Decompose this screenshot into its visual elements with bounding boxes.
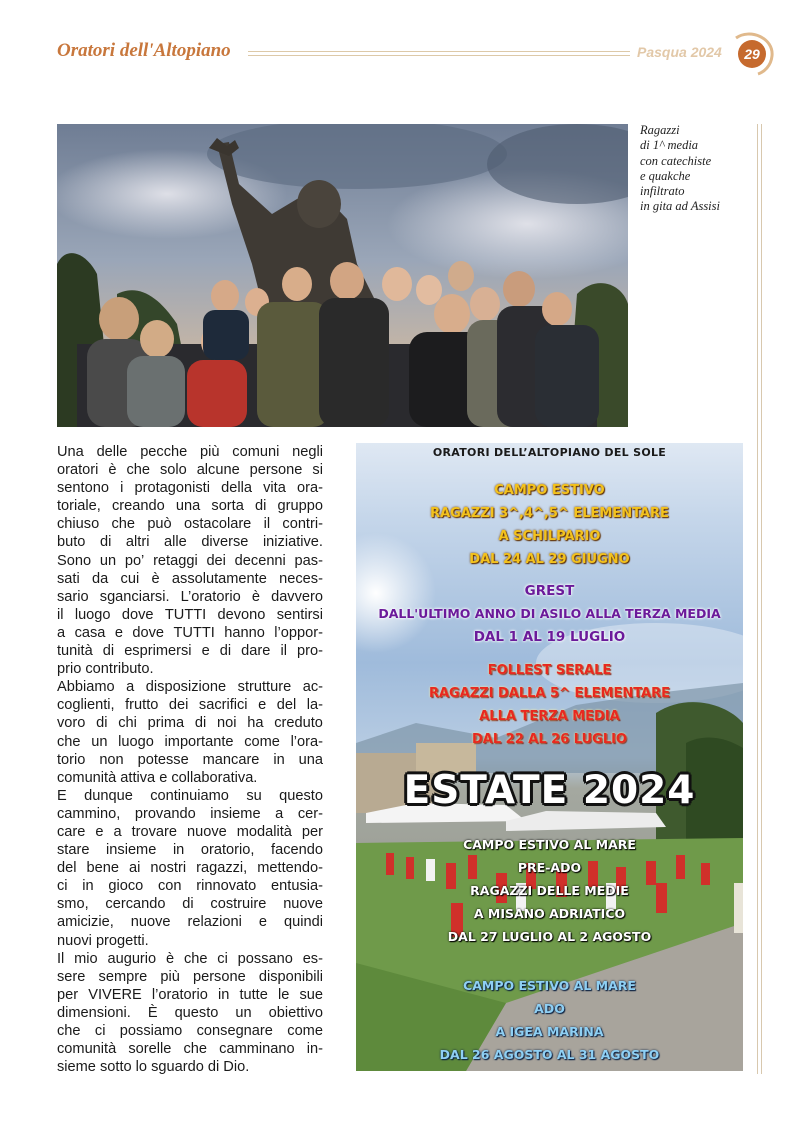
article-line: chiuso che può ostacolare il contri- <box>57 516 323 533</box>
caption-line: in gita ad Assisi <box>640 199 720 214</box>
article-line: prio contributo. <box>57 661 154 678</box>
article-line: ci in gioco con rinnovato entusia- <box>57 878 323 895</box>
camp2-group: PRE-ADO <box>517 860 582 875</box>
grest-audience: DALL'ULTIMO ANNO DI ASILO ALLA TERZA MEDIA <box>378 606 721 621</box>
camp1-audience: RAGAZZI 3^,4^,5^ ELEMENTARE <box>430 506 669 521</box>
caption-line: Ragazzi <box>640 123 680 137</box>
article-line: smo, cercando di costruire nuove <box>57 896 323 913</box>
group-photo <box>57 124 628 427</box>
article-line: comunità sorelle che camminano in- <box>57 1041 323 1058</box>
article-line: torio non potesse mancare in una <box>57 751 323 768</box>
grest-title: GREST <box>524 583 575 599</box>
header-rule-top <box>248 51 630 52</box>
article-line: a casa e dove TUTTI hanno l’oppor- <box>57 624 323 641</box>
article-body <box>57 443 323 1076</box>
header-rule-bottom <box>248 55 630 56</box>
follest-audience: RAGAZZI DALLA 5^ ELEMENTARE <box>428 686 671 701</box>
camp2-audience: RAGAZZI DELLE MEDIE <box>470 883 629 898</box>
article-line: sentono i protagonisti della vita ora- <box>57 480 323 497</box>
article-line: oratori è che solo alcune persone si <box>57 462 323 479</box>
summer-2024-poster <box>356 443 743 1071</box>
issue-label: Pasqua 2024 <box>637 44 722 60</box>
poster-organizer: ORATORI DELL’ALTOPIANO DEL SOLE <box>432 446 667 459</box>
caption-line: con catechiste <box>640 153 712 168</box>
caption-line: infiltrato <box>640 184 685 199</box>
article-line: sati da cui è assolutamente neces- <box>57 570 323 587</box>
article-line: che ci possiamo consegnare come <box>57 1023 323 1039</box>
article-line: del bene ai nostri ragazzi, mettendo- <box>57 860 323 877</box>
article-line: comunità attiva e collaborativa. <box>57 769 258 786</box>
camp2-place: A MISANO ADRIATICO <box>473 906 626 921</box>
poster-headline: ESTATE 2024 <box>403 768 696 813</box>
article-line: cammino, provando insieme a cer- <box>57 805 323 822</box>
article-line: voro di chi prima di noi ha creduto <box>57 715 323 732</box>
article-line: per VIVERE l’oratorio in tutte le sue <box>57 986 323 1003</box>
article-line: che un luogo importante come l’ora- <box>57 733 323 750</box>
side-rule-inner <box>761 124 762 1074</box>
article-line: il luogo dove TUTTI devono sentirsi <box>57 606 323 623</box>
caption-line: e quakche <box>640 168 691 183</box>
grest-dates: DAL 1 AL 19 LUGLIO <box>473 629 626 645</box>
publication-title: Oratori dell'Altopiano <box>57 40 231 61</box>
camp1-dates: DAL 24 AL 29 GIUGNO <box>469 552 630 567</box>
article-line: coglienti, frutto dei sacrifici e del la- <box>57 697 323 714</box>
caption-line: di 1^ media <box>640 138 699 153</box>
camp1-title: CAMPO ESTIVO <box>494 483 605 498</box>
photo-caption <box>640 123 750 215</box>
article-line: sieme sotto lo sguardo di Dio. <box>57 1059 250 1076</box>
follest-audience-2: ALLA TERZA MEDIA <box>479 709 620 724</box>
page-number-badge: 29 <box>738 40 766 68</box>
article-line: Sono un po’ retaggi dei decenni pas- <box>57 552 323 569</box>
article-line: sere sempre più persone disponibili <box>57 968 323 985</box>
article-line: Abbiamo a disposizione strutture ac- <box>57 679 323 696</box>
article-line: stare insieme in oratorio, facendo <box>57 842 323 859</box>
camp1-place: A SCHILPARIO <box>498 529 601 544</box>
camp3-title: CAMPO ESTIVO AL MARE <box>463 978 636 993</box>
camp3-place: A IGEA MARINA <box>495 1024 604 1039</box>
camp2-dates: DAL 27 LUGLIO AL 2 AGOSTO <box>447 929 652 944</box>
follest-dates: DAL 22 AL 26 LUGLIO <box>472 732 627 747</box>
article-line: amicizie, nuove relazioni e quindi <box>57 914 323 931</box>
camp2-title: CAMPO ESTIVO AL MARE <box>463 837 636 852</box>
article-line: toriale, creando una sorta di gruppo <box>57 498 323 515</box>
follest-title: FOLLEST SERALE <box>487 663 612 678</box>
article-line: tunità di esprimersi e di dare il pro- <box>57 643 323 660</box>
side-rule-outer <box>757 124 758 1074</box>
article-line: care e a trovare nuove modalità per <box>57 823 323 840</box>
article-line: sario sganciarsi. L’oratorio è davvero <box>57 588 323 605</box>
camp3-group: ADO <box>534 1001 565 1016</box>
article-line: dimensioni. È questo un obiettivo <box>57 1004 323 1021</box>
camp3-dates: DAL 26 AGOSTO AL 31 AGOSTO <box>439 1047 660 1062</box>
article-line: buto di altri alle diverse iniziative. <box>57 534 323 551</box>
article-line: E dunque continuiamo su questo <box>57 787 323 804</box>
article-line: nuovi progetti. <box>57 932 149 949</box>
article-line: Una delle pecche più comuni negli <box>57 444 323 460</box>
article-line: Il mio augurio è che ci possano es- <box>57 950 323 967</box>
